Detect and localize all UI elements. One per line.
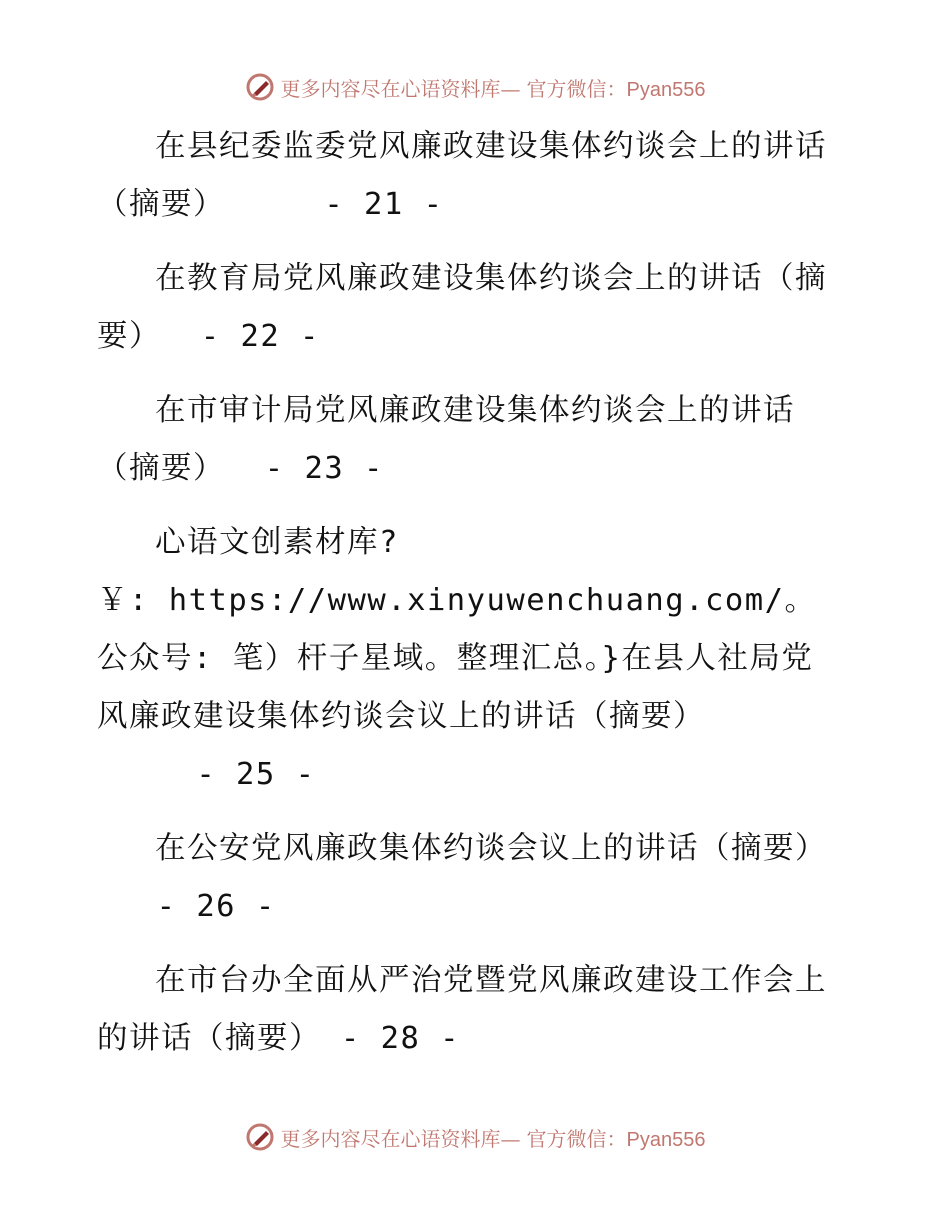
entry-title: 在县纪委监委党风廉政建设集体约谈会上的讲话（摘要） [97, 129, 827, 222]
entry-page: - 23 - [225, 451, 384, 486]
entry-title: ￥: https://www.xinyuwenchuang.com/。公众号: 笔）杆子星域。整理汇总。}在县人社局党风廉政建设集体约谈会议上的讲话（摘要） [97, 583, 817, 734]
entry-page: - 21 - [225, 187, 444, 222]
entry-title: 心语文创素材库? [155, 525, 399, 560]
banner-wechat: 官方微信：Pyan556 [526, 1128, 706, 1151]
banner-wechat: 官方微信：Pyan556 [526, 78, 706, 101]
toc-entry[interactable] [97, 250, 837, 366]
banner-text: 更多内容尽在心语资料库— [280, 76, 521, 101]
entry-title: 在市台办全面从严治党暨党风廉政建设工作会上的讲话（摘要） [97, 963, 827, 1056]
pen-logo-icon [245, 1122, 275, 1152]
toc-entry[interactable] [97, 820, 837, 936]
entry-title: 在教育局党风廉政建设集体约谈会上的讲话（摘要） [97, 261, 827, 354]
entry-title: 在公安党风廉政集体约谈会议上的讲话（摘要） [155, 831, 827, 866]
entry-page: - 28 - [321, 1021, 461, 1056]
entry-page: - 25 - [97, 757, 316, 792]
toc-entry[interactable] [97, 382, 837, 498]
entry-title: 在市审计局党风廉政建设集体约谈会上的讲话（摘要） [97, 393, 795, 486]
banner-text: 更多内容尽在心语资料库— [280, 1126, 521, 1151]
table-of-contents [97, 118, 837, 1084]
entry-page: - 26 - [97, 889, 276, 924]
pen-logo-icon [245, 72, 275, 102]
entry-page: - 22 - [161, 319, 320, 354]
toc-entry[interactable] [97, 118, 837, 234]
toc-entry[interactable] [97, 572, 837, 804]
toc-entry[interactable] [97, 952, 837, 1068]
footer-banner [0, 1122, 950, 1152]
header-banner [0, 72, 950, 102]
toc-entry[interactable] [97, 514, 837, 572]
